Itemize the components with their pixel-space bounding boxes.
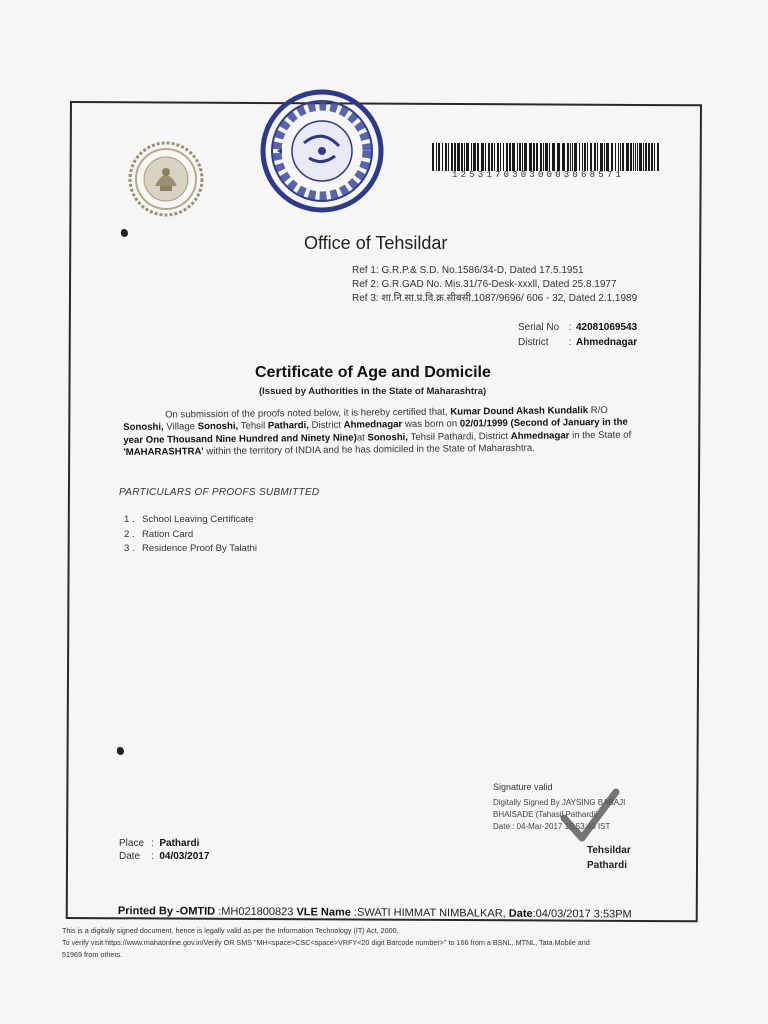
barcode-bar (536, 143, 538, 171)
applicant-name: Kumar Dound Akash Kundalik (450, 405, 589, 418)
barcode-bar (464, 143, 465, 171)
barcode-bar (438, 143, 440, 171)
barcode-bar (451, 143, 453, 171)
barcode-bar (611, 143, 613, 171)
barcode-bar (590, 143, 592, 171)
barcode-bar (630, 143, 632, 171)
barcode-bar (545, 143, 548, 171)
tehsildar-signatory: Tehsildar Pathardi (587, 845, 631, 871)
barcode-bar (457, 143, 460, 171)
barcode-bar (637, 143, 638, 171)
office-title: Office of Tehsildar (304, 233, 448, 253)
reference-line: Ref 3: शा.नि.सा.प्र.वि.क्र.सीबसी.1087/9696/ 606 - 32, Dated 2.1.1989 (352, 293, 638, 304)
barcode-bar (500, 143, 501, 171)
barcode-bar (657, 143, 659, 171)
barcode-bar (597, 143, 598, 171)
place-value: Pathardi (159, 838, 200, 849)
barcode-bar (582, 143, 583, 171)
barcode-bar (626, 143, 629, 171)
barcode-bar (549, 143, 550, 171)
maharashtra-seal-emblem (127, 140, 205, 218)
barcode-bar (491, 143, 493, 171)
list-item: 2 . Ration Card (124, 528, 194, 540)
barcode-bar (648, 143, 650, 171)
footer-note: This is a digitally signed document, hence is legally valid as per the Information Technology (IT) Act, 2000. To verify visit https://www.mahaonline.gov.in/Verify OR SMS "MH<space>CSC<space>VRFY<20 digit Barcode number>" to 166 from a BSNL, MTNL, Tata Mobile and 51969 from others. (62, 926, 590, 959)
reference-list (352, 264, 637, 306)
serial-label: Serial No (518, 322, 560, 333)
barcode-bar (600, 143, 603, 171)
barcode-number: 12531703030003068571 (452, 170, 625, 180)
barcode-bar (445, 143, 447, 171)
office-round-stamp (259, 88, 385, 214)
barcode-bar (645, 143, 647, 171)
ink-speck (117, 747, 124, 755)
barcode-bar (562, 143, 565, 171)
barcode-bar (606, 143, 609, 171)
barcode-bar (529, 143, 532, 171)
barcode-bar (587, 143, 588, 171)
barcode-bar (584, 143, 586, 171)
barcode-bar (477, 143, 479, 171)
barcode-bar (519, 143, 521, 171)
barcode-bar (552, 143, 555, 171)
barcode-bar (651, 143, 653, 171)
barcode-bar (488, 143, 490, 171)
barcode-bar (615, 143, 616, 171)
serial-block: Serial No : 42081069543 District : Ahmednagar (518, 322, 638, 348)
barcode-bar (524, 143, 527, 171)
barcode-bar (570, 143, 571, 171)
barcode-bar (618, 143, 619, 171)
barcode-bar (432, 143, 434, 171)
barcode-bar (622, 143, 624, 171)
district-label: District (518, 337, 549, 348)
certificate-body: On submission of the proofs noted below, it is hereby certified that, Kumar Dound Akash Kundalik R/O Sonoshi, Village Sonoshi, Tehsil Pathardi, District Ahmednagar was born on 02/01/1999 (Second of January in the year One Thousand Nine Hundred and Ninety Nine)at Sonoshi, Tehsil Pathardi, District Ahmednagar in the State of 'MAHARASHTRA' within the territory of INDIA and he has domiciled in the State of Maharashtra. (123, 404, 632, 459)
signature-check-icon (560, 788, 620, 848)
barcode-bar (503, 143, 504, 171)
barcode-bar (454, 143, 456, 171)
barcode-bar (533, 143, 535, 171)
list-item: 1 . School Leaving Certificate (124, 514, 254, 525)
barcode-bar (557, 143, 560, 171)
barcode (432, 143, 662, 171)
reference-line: Ref 2: G.R.GAD No. Mis.31/76-Desk-xxxll, Dated 25.8.1977 (352, 279, 617, 290)
certificate-title: Certificate of Age and Domicile (255, 364, 491, 381)
reference-line: Ref 1: G.R.P.& S.D. No.1586/34-D, Dated 17.5.1951 (352, 265, 584, 276)
serial-number: 42081069543 (576, 322, 638, 333)
date-label: Date (119, 851, 141, 862)
certificate-subtitle: (Issued by Authorities in the State of Maharashtra) (259, 386, 487, 397)
barcode-bar (639, 143, 642, 171)
barcode-bar (506, 143, 508, 171)
barcode-bar (654, 143, 655, 171)
barcode-bar (572, 143, 573, 171)
barcode-bar (522, 143, 523, 171)
signature-valid-label: Signature valid (493, 782, 553, 792)
barcode-bar (604, 143, 605, 171)
barcode-bar (517, 143, 518, 171)
particulars-heading: PARTICULARS OF PROOFS SUBMITTED (119, 487, 320, 498)
ink-speck (121, 229, 128, 237)
digital-signature-block: Signature valid Digitally Signed By JAYSING BABAJI BHAISADE (Tahasil Pathardi) Date : 04-Mar-2017 15:53:40 IST (493, 782, 626, 831)
barcode-bar (461, 143, 463, 171)
barcode-bar (436, 143, 437, 171)
date-value: 04/03/2017 (159, 851, 210, 862)
barcode-bar (567, 143, 569, 171)
barcode-bar (485, 143, 486, 171)
barcode-bar (481, 143, 484, 171)
barcode-bar (473, 143, 476, 171)
barcode-bar (466, 143, 469, 171)
barcode-bar (512, 143, 515, 171)
proofs-list (124, 513, 257, 557)
barcode-bar (574, 143, 577, 171)
list-item: 3 . Residence Proof By Talathi (124, 543, 258, 554)
date-of-birth: 02/01/1999 (Second of January in the year One Thousand Nine Hundred and Ninety Nine) (123, 417, 628, 446)
barcode-bar (620, 143, 621, 171)
place-date-block: Place : Pathardi Date : 04/03/2017 (119, 838, 210, 862)
barcode-bar (543, 143, 544, 171)
barcode-bar (471, 143, 472, 171)
printed-by-line: Printed By -OMTID :MH021800823 VLE Name :SWATI HIMMAT NIMBALKAR, Date:04/03/2017 3:53PM (117, 905, 632, 921)
barcode-bar (540, 143, 542, 171)
barcode-bar (635, 143, 636, 171)
barcode-bar (497, 143, 499, 171)
barcode-bar (448, 143, 449, 171)
district-value: Ahmednagar (576, 337, 638, 348)
barcode-bar (509, 143, 511, 171)
barcode-bar (579, 143, 580, 171)
barcode-bar (643, 143, 644, 171)
barcode-bar (442, 143, 443, 171)
barcode-bar (633, 143, 634, 171)
barcode-bar (494, 143, 495, 171)
barcode-bar (594, 143, 596, 171)
place-label: Place (119, 838, 145, 849)
